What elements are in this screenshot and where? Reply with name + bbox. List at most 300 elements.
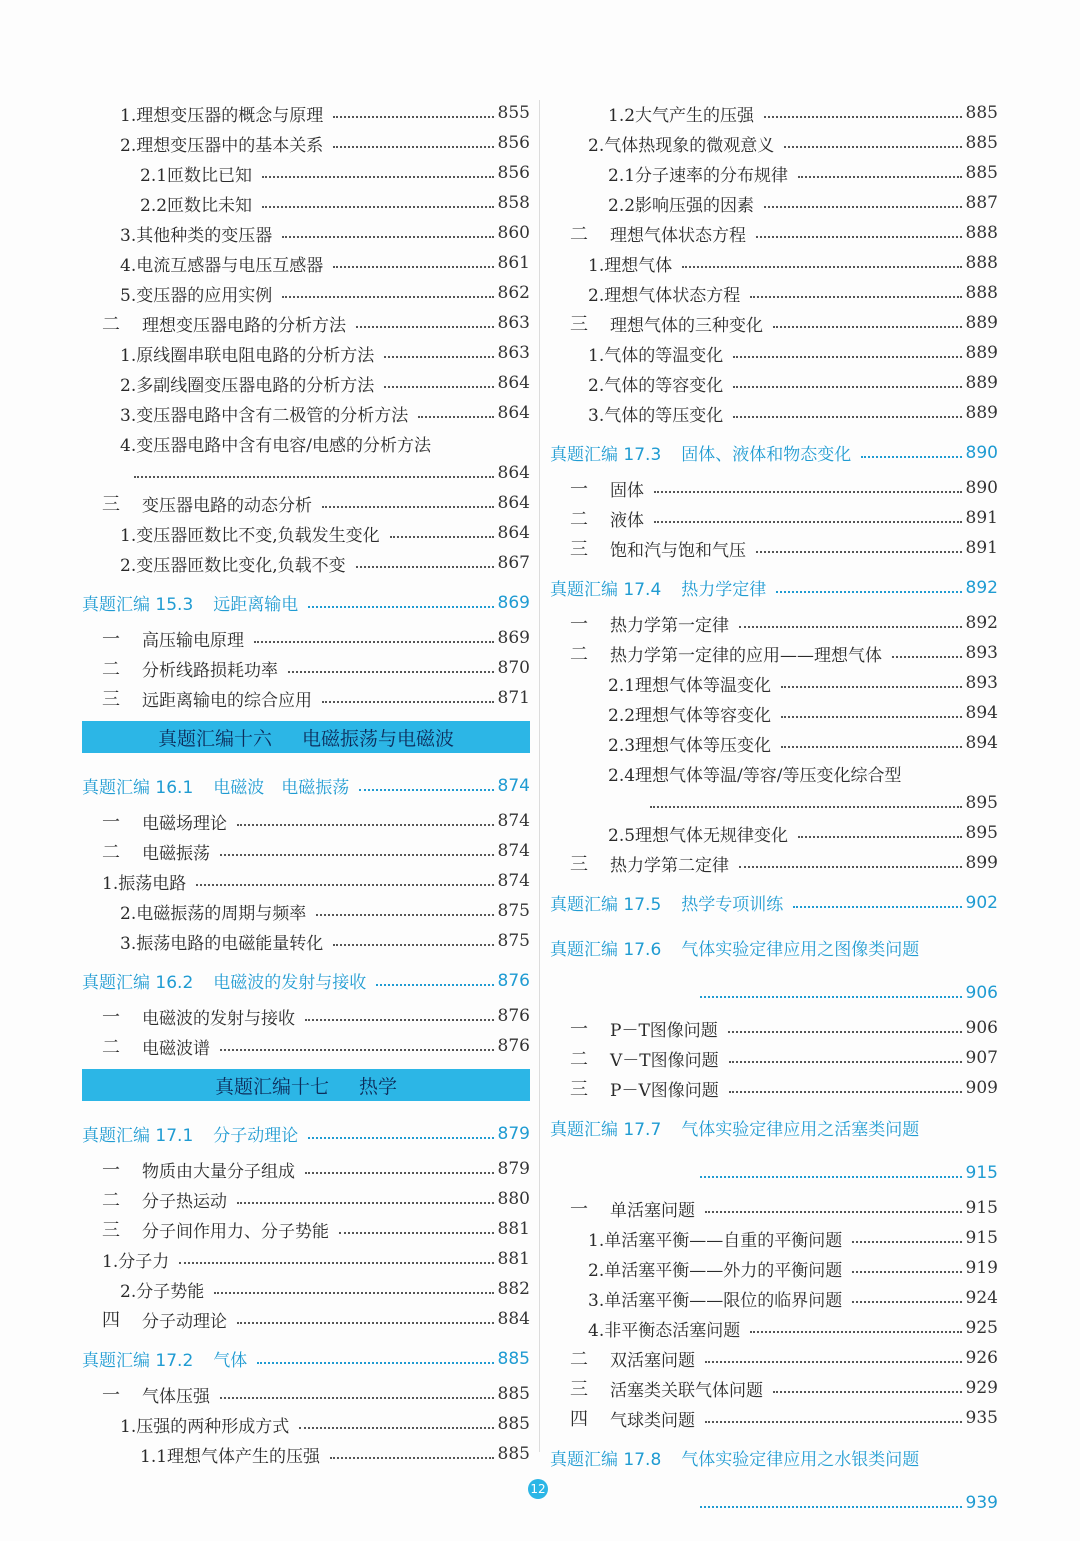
entry-title: 2.理想变压器中的基本关系	[120, 135, 324, 156]
entry-page-number: 909	[965, 1078, 998, 1098]
toc-entry	[82, 188, 530, 218]
toc-entry	[82, 128, 530, 158]
toc-entry	[550, 818, 998, 848]
toc-section-heading	[550, 1433, 998, 1478]
dot-leader	[330, 1457, 494, 1459]
entry-page-number: 907	[965, 1048, 998, 1068]
toc-entry	[550, 158, 998, 188]
toc-entry	[550, 608, 998, 638]
dot-leader	[308, 606, 493, 608]
entry-title: 电磁场理论	[142, 813, 227, 834]
entry-page-number: 875	[497, 901, 530, 921]
toc-section-heading	[550, 878, 998, 923]
entry-ordinal: 一	[570, 1019, 588, 1040]
entry-ordinal: 二	[102, 314, 120, 335]
entry-title: 远距离输电的综合应用	[142, 690, 312, 711]
dot-leader	[733, 416, 961, 418]
entry-ordinal: 二	[102, 1037, 120, 1058]
entry-title: 1.单活塞平衡——自重的平衡问题	[588, 1230, 843, 1251]
entry-ordinal: 三	[102, 494, 120, 515]
dot-leader	[322, 506, 494, 508]
dot-leader	[288, 671, 494, 673]
entry-title: 理想气体状态方程	[610, 225, 746, 246]
entry-title: 活塞类关联气体问题	[610, 1380, 763, 1401]
entry-page-number: 858	[497, 193, 530, 213]
entry-page-number: 906	[965, 982, 998, 1003]
entry-page-number: 863	[497, 313, 530, 333]
dot-leader	[733, 386, 961, 388]
entry-page-number: 894	[965, 703, 998, 723]
entry-title: 理想气体的三种变化	[610, 315, 763, 336]
dot-leader	[728, 1031, 962, 1033]
entry-title: 分子间作用力、分子势能	[142, 1221, 329, 1242]
entry-ordinal: 二	[102, 659, 120, 680]
entry-title: 高压输电原理	[142, 630, 244, 651]
section-code: 真题汇编 17.4	[550, 580, 662, 600]
dot-leader	[682, 266, 961, 268]
entry-page-number: 899	[965, 853, 998, 873]
entry-title: 4.电流互感器与电压互感器	[120, 255, 324, 276]
dot-leader	[308, 1137, 493, 1139]
entry-title: 2.2理想气体等容变化	[608, 705, 772, 726]
toc-entry	[82, 548, 530, 578]
entry-title: 3.其他种类的变压器	[120, 225, 273, 246]
entry-ordinal: 三	[102, 689, 120, 710]
entry-page-number: 876	[497, 1006, 530, 1026]
dot-leader	[705, 1421, 962, 1423]
entry-title: 2.1分子速率的分布规律	[608, 165, 789, 186]
toc-entry	[82, 518, 530, 548]
toc-entry	[550, 1223, 998, 1253]
dot-leader	[700, 1176, 962, 1178]
toc-entry	[82, 98, 530, 128]
entry-page-number: 860	[497, 223, 530, 243]
entry-page-number: 885	[497, 1444, 530, 1464]
entry-title: 分子热运动	[142, 1191, 227, 1212]
dot-leader	[196, 884, 493, 886]
entry-title: 3.单活塞平衡——限位的临界问题	[588, 1290, 843, 1311]
dot-leader	[262, 206, 494, 208]
entry-ordinal: 二	[570, 509, 588, 530]
chapter-code: 真题汇编十七	[214, 1075, 329, 1098]
dot-leader	[705, 1361, 962, 1363]
entry-page-number: 906	[965, 1018, 998, 1038]
entry-page-number: 890	[965, 478, 998, 498]
dot-leader	[322, 701, 494, 703]
toc-entry	[82, 1304, 530, 1334]
section-title: 气体	[213, 1351, 248, 1371]
toc-entry	[82, 1409, 530, 1439]
toc-entry	[82, 683, 530, 713]
dot-leader	[356, 326, 494, 328]
entry-page-number: 895	[965, 793, 998, 813]
toc-entry	[550, 98, 998, 128]
entry-title: 分子动理论	[142, 1311, 227, 1332]
entry-title: 2.3理想气体等压变化	[608, 735, 772, 756]
toc-entry	[82, 398, 530, 428]
entry-title: 分析线路损耗功率	[142, 660, 278, 681]
entry-ordinal: 三	[570, 1079, 588, 1100]
page-number-badge: 12	[528, 1479, 548, 1499]
entry-title: 1.压强的两种形成方式	[120, 1416, 290, 1437]
column-divider	[539, 100, 540, 1452]
dot-leader	[356, 566, 494, 568]
dot-leader	[793, 906, 961, 908]
toc-entry	[82, 866, 530, 896]
toc-entry	[550, 278, 998, 308]
toc-entry	[550, 248, 998, 278]
entry-title: 1.理想气体	[588, 255, 673, 276]
toc-entry	[550, 368, 998, 398]
section-code: 真题汇编 17.3	[550, 445, 662, 465]
entry-page-number: 864	[497, 463, 530, 483]
dot-leader	[705, 1211, 962, 1213]
entry-title: 3.变压器电路中含有二极管的分析方法	[120, 405, 409, 426]
entry-page-number: 939	[965, 1492, 998, 1513]
entry-page-number: 864	[497, 373, 530, 393]
entry-title: 热力学第二定律	[610, 855, 729, 876]
entry-page-number: 892	[965, 577, 998, 598]
chapter-heading-bar	[82, 1069, 530, 1101]
section-title: 气体实验定律应用之活塞类问题	[681, 1120, 920, 1140]
toc-entry	[82, 1439, 530, 1469]
entry-title: 饱和汽与饱和气压	[610, 540, 746, 561]
dot-leader	[316, 914, 493, 916]
dot-leader	[773, 326, 962, 328]
toc-entry-continuation	[550, 788, 998, 818]
entry-title: 物质由大量分子组成	[142, 1161, 295, 1182]
entry-ordinal: 三	[570, 1379, 588, 1400]
entry-page-number: 855	[497, 103, 530, 123]
entry-title: 2.5理想气体无规律变化	[608, 825, 789, 846]
toc-entry	[82, 623, 530, 653]
toc-entry	[82, 218, 530, 248]
toc-entry	[82, 1154, 530, 1184]
entry-title: 4.变压器电路中含有电容/电感的分析方法	[120, 435, 431, 456]
dot-leader	[390, 536, 494, 538]
entry-page-number: 925	[965, 1318, 998, 1338]
entry-ordinal: 一	[102, 1007, 120, 1028]
toc-entry	[82, 653, 530, 683]
entry-title: 液体	[610, 510, 644, 531]
entry-page-number: 893	[965, 673, 998, 693]
toc-entry	[550, 398, 998, 428]
dot-leader	[892, 656, 962, 658]
dot-leader	[756, 551, 962, 553]
section-title: 远距离输电	[213, 595, 299, 615]
entry-title: 2.电磁振荡的周期与频率	[120, 903, 307, 924]
toc-entry	[82, 1184, 530, 1214]
entry-page-number: 915	[965, 1162, 998, 1183]
toc-entry	[82, 158, 530, 188]
toc-entry	[550, 638, 998, 668]
toc-entry	[550, 728, 998, 758]
section-code: 真题汇编 17.7	[550, 1120, 662, 1140]
section-code: 真题汇编 17.6	[550, 940, 662, 960]
entry-ordinal: 四	[570, 1409, 588, 1430]
toc-entry	[550, 1343, 998, 1373]
dot-leader	[282, 236, 493, 238]
entry-title: 2.多副线圈变压器电路的分析方法	[120, 375, 375, 396]
entry-ordinal: 二	[102, 842, 120, 863]
entry-page-number: 856	[497, 163, 530, 183]
entry-ordinal: 三	[570, 854, 588, 875]
entry-page-number: 876	[497, 970, 530, 991]
toc-entry-continuation	[550, 968, 998, 1013]
entry-page-number: 864	[497, 523, 530, 543]
entry-ordinal: 四	[102, 1310, 120, 1331]
entry-page-number: 887	[965, 193, 998, 213]
dot-leader	[237, 1322, 494, 1324]
entry-page-number: 874	[497, 841, 530, 861]
entry-page-number: 889	[965, 403, 998, 423]
entry-page-number: 871	[497, 688, 530, 708]
entry-title: 2.理想气体状态方程	[588, 285, 741, 306]
entry-title: 电磁波的发射与接收	[142, 1008, 295, 1029]
dot-leader	[750, 1331, 961, 1333]
section-title: 热学专项训练	[681, 895, 784, 915]
entry-title: 1.振荡电路	[102, 873, 187, 894]
dot-leader	[852, 1271, 961, 1273]
toc-entry	[550, 1193, 998, 1223]
entry-title: 1.分子力	[102, 1251, 170, 1272]
dot-leader	[798, 836, 962, 838]
toc-entry	[550, 1373, 998, 1403]
toc-entry	[82, 896, 530, 926]
dot-leader	[700, 996, 962, 998]
entry-page-number: 870	[497, 658, 530, 678]
section-code: 真题汇编 17.2	[82, 1351, 194, 1371]
entry-page-number: 919	[965, 1258, 998, 1278]
entry-page-number: 889	[965, 373, 998, 393]
entry-title: 1.气体的等温变化	[588, 345, 724, 366]
entry-title: 2.2匝数比未知	[140, 195, 253, 216]
chapter-title: 电磁振荡与电磁波	[302, 727, 455, 750]
entry-page-number: 880	[497, 1189, 530, 1209]
dot-leader	[254, 641, 494, 643]
dot-leader	[750, 296, 961, 298]
dot-leader	[237, 824, 494, 826]
section-code: 真题汇编 17.1	[82, 1126, 194, 1146]
entry-page-number: 863	[497, 343, 530, 363]
dot-leader	[773, 1391, 962, 1393]
entry-page-number: 915	[965, 1198, 998, 1218]
toc-entry	[82, 488, 530, 518]
dot-leader	[729, 1091, 962, 1093]
toc-section-heading	[82, 956, 530, 1001]
entry-page-number: 879	[497, 1159, 530, 1179]
dot-leader	[339, 1232, 494, 1234]
entry-title: 2.分子势能	[120, 1281, 205, 1302]
toc-entry	[550, 1283, 998, 1313]
toc-entry	[550, 758, 998, 788]
entry-page-number: 867	[497, 553, 530, 573]
entry-title: 1.变压器匝数比不变,负载发生变化	[120, 525, 380, 546]
entry-page-number: 884	[497, 1309, 530, 1329]
entry-title: V－T图像问题	[610, 1050, 719, 1071]
dot-leader	[764, 206, 962, 208]
toc-right-column	[550, 98, 998, 1523]
dot-leader	[220, 1049, 494, 1051]
entry-page-number: 881	[497, 1249, 530, 1269]
toc-entry	[82, 338, 530, 368]
toc-entry	[550, 1313, 998, 1343]
toc-entry	[82, 1001, 530, 1031]
entry-title: 2.单活塞平衡——外力的平衡问题	[588, 1260, 843, 1281]
entry-title: 2.2影响压强的因素	[608, 195, 755, 216]
entry-page-number: 915	[965, 1228, 998, 1248]
toc-entry	[82, 308, 530, 338]
dot-leader	[359, 789, 493, 791]
entry-ordinal: 一	[570, 614, 588, 635]
entry-page-number: 929	[965, 1378, 998, 1398]
toc-entry	[550, 698, 998, 728]
entry-page-number: 894	[965, 733, 998, 753]
entry-page-number: 885	[497, 1384, 530, 1404]
toc-entry	[550, 503, 998, 533]
entry-title: 3.振荡电路的电磁能量转化	[120, 933, 324, 954]
entry-ordinal: 二	[570, 1049, 588, 1070]
entry-page-number: 924	[965, 1288, 998, 1308]
entry-page-number: 864	[497, 403, 530, 423]
entry-title: 单活塞问题	[610, 1200, 695, 1221]
entry-title: 热力学第一定律	[610, 615, 729, 636]
toc-entry	[550, 128, 998, 158]
toc-section-heading	[82, 761, 530, 806]
entry-title: 双活塞问题	[610, 1350, 695, 1371]
dot-leader	[134, 476, 494, 478]
dot-leader	[861, 456, 961, 458]
entry-page-number: 892	[965, 613, 998, 633]
toc-entry	[550, 308, 998, 338]
dot-leader	[852, 1301, 961, 1303]
dot-leader	[776, 591, 961, 593]
dot-leader	[784, 146, 961, 148]
entry-page-number: 889	[965, 343, 998, 363]
dot-leader	[654, 521, 962, 523]
entry-title: 1.1理想气体产生的压强	[140, 1446, 321, 1467]
entry-title: 1.理想变压器的概念与原理	[120, 105, 324, 126]
entry-ordinal: 一	[570, 1199, 588, 1220]
entry-ordinal: 二	[570, 224, 588, 245]
section-code: 真题汇编 16.2	[82, 973, 194, 993]
entry-page-number: 935	[965, 1408, 998, 1428]
entry-title: 变压器电路的动态分析	[142, 495, 312, 516]
dot-leader	[798, 176, 962, 178]
entry-page-number: 888	[965, 223, 998, 243]
section-title: 气体实验定律应用之图像类问题	[681, 940, 920, 960]
entry-page-number: 902	[965, 892, 998, 913]
entry-title: 5.变压器的应用实例	[120, 285, 273, 306]
toc-entry-continuation	[550, 1148, 998, 1193]
chapter-title: 热学	[359, 1075, 398, 1098]
toc-section-heading	[82, 1334, 530, 1379]
entry-title: 2.4理想气体等温/等容/等压变化综合型	[608, 765, 902, 786]
toc-entry	[550, 188, 998, 218]
entry-page-number: 874	[497, 775, 530, 796]
dot-leader	[739, 626, 962, 628]
dot-leader	[756, 236, 962, 238]
entry-page-number: 891	[965, 538, 998, 558]
entry-page-number: 862	[497, 283, 530, 303]
entry-title: P－T图像问题	[610, 1020, 718, 1041]
entry-title: 理想变压器电路的分析方法	[142, 315, 346, 336]
entry-ordinal: 一	[102, 1160, 120, 1181]
dot-leader	[729, 1061, 962, 1063]
dot-leader	[733, 356, 961, 358]
entry-title: 2.气体热现象的微观意义	[588, 135, 775, 156]
entry-page-number: 879	[497, 1123, 530, 1144]
section-title: 电磁波的发射与接收	[213, 973, 367, 993]
entry-page-number: 885	[497, 1414, 530, 1434]
toc-entry	[550, 1013, 998, 1043]
toc-entry	[82, 836, 530, 866]
toc-entry	[82, 806, 530, 836]
entry-page-number: 881	[497, 1219, 530, 1239]
section-title: 固体、液体和物态变化	[681, 445, 852, 465]
entry-page-number: 874	[497, 811, 530, 831]
toc-entry	[82, 248, 530, 278]
entry-page-number: 885	[497, 1348, 530, 1369]
dot-leader	[384, 356, 493, 358]
toc-section-heading	[82, 1109, 530, 1154]
dot-leader	[650, 806, 962, 808]
toc-entry	[550, 1073, 998, 1103]
section-title: 热力学定律	[681, 580, 767, 600]
toc-entry	[82, 1274, 530, 1304]
entry-page-number: 876	[497, 1036, 530, 1056]
entry-page-number: 891	[965, 508, 998, 528]
dot-leader	[305, 1172, 494, 1174]
dot-leader	[781, 716, 962, 718]
section-title: 气体实验定律应用之水银类问题	[681, 1450, 920, 1470]
dot-leader	[781, 686, 962, 688]
entry-page-number: 889	[965, 313, 998, 333]
entry-title: 4.非平衡态活塞问题	[588, 1320, 741, 1341]
toc-section-heading	[550, 923, 998, 968]
dot-leader	[376, 984, 493, 986]
entry-page-number: 888	[965, 283, 998, 303]
entry-title: 1.2大气产生的压强	[608, 105, 755, 126]
entry-title: 气体压强	[142, 1386, 210, 1407]
entry-title: 电磁振荡	[142, 843, 210, 864]
dot-leader	[333, 266, 493, 268]
toc-left-column	[82, 98, 530, 1469]
toc-entry	[82, 1244, 530, 1274]
toc-section-heading	[550, 1103, 998, 1148]
entry-page-number: 885	[965, 133, 998, 153]
entry-title: 电磁波谱	[142, 1038, 210, 1059]
dot-leader	[654, 491, 962, 493]
entry-title: 气球类问题	[610, 1410, 695, 1431]
entry-page-number: 882	[497, 1279, 530, 1299]
entry-title: 2.变压器匝数比变化,负载不变	[120, 555, 346, 576]
entry-page-number: 861	[497, 253, 530, 273]
entry-title: 热力学第一定律的应用——理想气体	[610, 645, 882, 666]
dot-leader	[179, 1262, 493, 1264]
entry-ordinal: 一	[570, 479, 588, 500]
toc-entry	[82, 1031, 530, 1061]
entry-page-number: 869	[497, 628, 530, 648]
toc-entry	[82, 926, 530, 956]
entry-title: 1.原线圈串联电阻电路的分析方法	[120, 345, 375, 366]
section-code: 真题汇编 17.8	[550, 1450, 662, 1470]
entry-page-number: 856	[497, 133, 530, 153]
toc-section-heading	[550, 428, 998, 473]
toc-section-heading	[82, 578, 530, 623]
entry-ordinal: 二	[570, 644, 588, 665]
toc-entry	[550, 218, 998, 248]
